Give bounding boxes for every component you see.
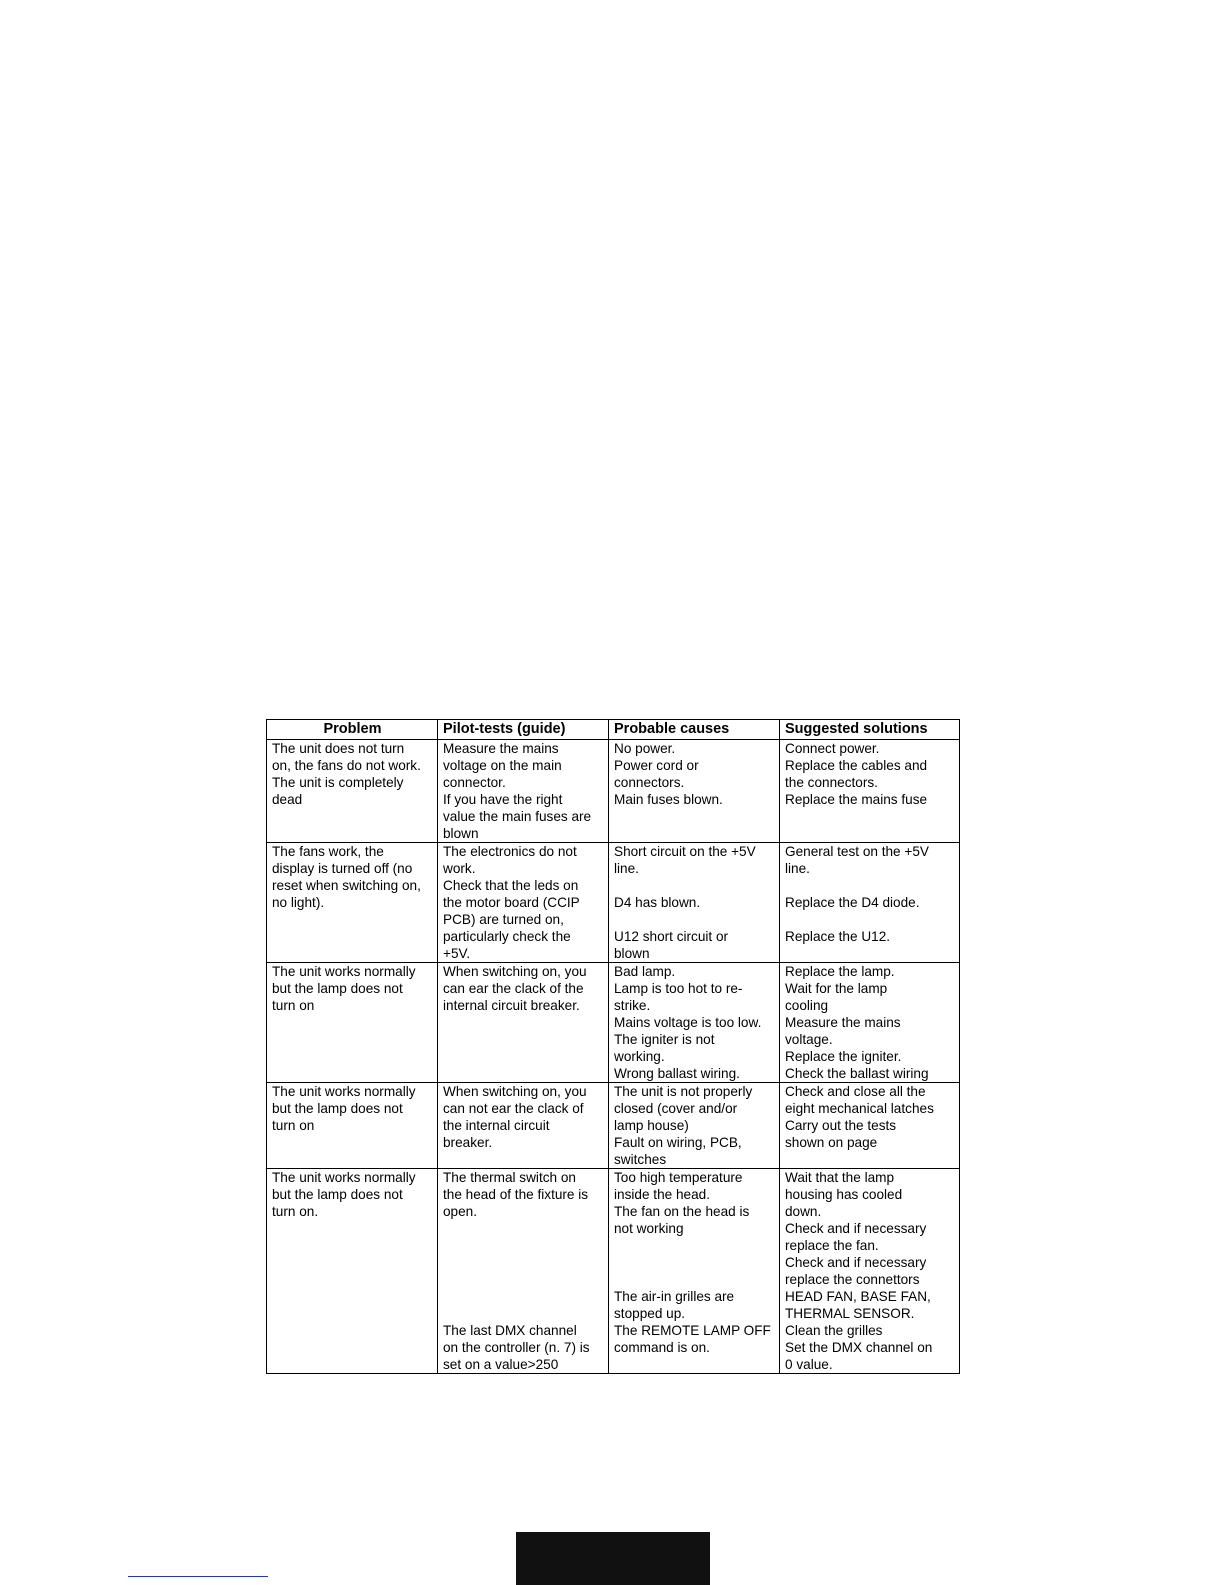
cell-line: line. (785, 861, 810, 876)
cell-suggested-solution (780, 963, 960, 1083)
cell-line: PCB) are turned on, (443, 912, 564, 927)
cell-line: Bad lamp. (614, 964, 676, 979)
cell-line: Lamp is too hot to re- (614, 981, 743, 996)
cell-line: on the controller (n. 7) is (443, 1340, 590, 1355)
cell-line: work. (443, 861, 476, 876)
cell-line: reset when switching on, (272, 878, 421, 893)
cell-line: Replace the cables and (785, 758, 928, 773)
cell-line: D4 has blown. (614, 895, 701, 910)
cell-suggested-solution (780, 1083, 960, 1169)
cell-probable-cause (609, 963, 780, 1083)
cell-line: The thermal switch on (443, 1170, 576, 1185)
cell-line: Too high temperature (614, 1170, 743, 1185)
cell-line (443, 1237, 604, 1254)
cell-line (443, 1288, 604, 1305)
cell-line: Replace the D4 diode. (785, 895, 920, 910)
cell-line: The unit works normally (272, 964, 416, 979)
cell-line: closed (cover and/or (614, 1101, 738, 1116)
cell-line: internal circuit breaker. (443, 998, 580, 1013)
cell-line: The electronics do not (443, 844, 577, 859)
cell-line: Replace the igniter. (785, 1049, 902, 1064)
cell-line: The unit works normally (272, 1170, 416, 1185)
cell-line: Measure the mains (785, 1015, 901, 1030)
cell-line: Clean the grilles (785, 1323, 883, 1338)
cell-line (443, 1220, 604, 1237)
table-row (267, 1083, 960, 1169)
cell-line: Short circuit on the +5V (614, 844, 756, 859)
cell-line: eight mechanical latches (785, 1101, 934, 1116)
footer-link-underline (128, 1576, 268, 1577)
cell-probable-cause (609, 740, 780, 843)
cell-line: turn on (272, 1118, 315, 1133)
cell-line: General test on the +5V (785, 844, 929, 859)
cell-line: value the main fuses are (443, 809, 592, 824)
cell-line: The unit is not properly (614, 1084, 753, 1099)
cell-line: working. (614, 1049, 665, 1064)
cell-pilot-test (438, 963, 609, 1083)
cell-line (614, 877, 775, 894)
cell-problem (267, 1083, 438, 1169)
cell-line: the motor board (CCIP (443, 895, 580, 910)
cell-probable-cause (609, 843, 780, 963)
cell-line: on, the fans do not work. (272, 758, 421, 773)
cell-line: Mains voltage is too low. (614, 1015, 762, 1030)
cell-line: Replace the mains fuse (785, 792, 928, 807)
cell-line: but the lamp does not (272, 1187, 403, 1202)
cell-line: Power cord or (614, 758, 699, 773)
cell-line: blown (443, 826, 479, 841)
cell-line: Check and if necessary (785, 1255, 927, 1270)
cell-line: connector. (443, 775, 506, 790)
cell-line: the head of the fixture is (443, 1187, 589, 1202)
cell-line: The last DMX channel (443, 1323, 577, 1338)
cell-line: set on a value>250 (443, 1357, 559, 1372)
cell-line (614, 1254, 775, 1271)
cell-line: The igniter is not (614, 1032, 715, 1047)
cell-line (443, 1305, 604, 1322)
cell-line: particularly check the (443, 929, 571, 944)
cell-line: voltage. (785, 1032, 833, 1047)
cell-problem (267, 740, 438, 843)
cell-line: blown (614, 946, 650, 961)
cell-probable-cause (609, 1083, 780, 1169)
page-footer-block (516, 1532, 710, 1585)
cell-line: When switching on, you (443, 964, 587, 979)
cell-line: HEAD FAN, BASE FAN, (785, 1289, 931, 1304)
cell-line: switches (614, 1152, 667, 1167)
cell-line (443, 1254, 604, 1271)
cell-line: Measure the mains (443, 741, 559, 756)
cell-line: No power. (614, 741, 676, 756)
cell-problem (267, 1169, 438, 1374)
cell-line: The unit does not turn (272, 741, 405, 756)
cell-line: Check the ballast wiring (785, 1066, 929, 1081)
cell-line: inside the head. (614, 1187, 710, 1202)
cell-line: cooling (785, 998, 829, 1013)
cell-probable-cause (609, 1169, 780, 1374)
cell-line: the connectors. (785, 775, 878, 790)
cell-line (785, 911, 955, 928)
cell-problem (267, 843, 438, 963)
cell-pilot-test (438, 740, 609, 843)
cell-line: Check and if necessary (785, 1221, 927, 1236)
cell-line: THERMAL SENSOR. (785, 1306, 915, 1321)
cell-line: Replace the lamp. (785, 964, 895, 979)
header-probable-causes: Probable causes (609, 720, 780, 740)
cell-line: Carry out the tests (785, 1118, 897, 1133)
cell-line: dead (272, 792, 303, 807)
cell-line: strike. (614, 998, 651, 1013)
cell-pilot-test (438, 1169, 609, 1374)
cell-line: Set the DMX channel on (785, 1340, 933, 1355)
cell-line: replace the fan. (785, 1238, 879, 1253)
cell-line: no light). (272, 895, 325, 910)
cell-line: voltage on the main (443, 758, 562, 773)
header-problem: Problem (267, 720, 438, 740)
cell-line: Connect power. (785, 741, 880, 756)
cell-line: The fan on the head is (614, 1204, 750, 1219)
table-header-row (267, 720, 960, 740)
cell-line: turn on. (272, 1204, 319, 1219)
cell-line: The REMOTE LAMP OFF (614, 1323, 771, 1338)
cell-line: The unit works normally (272, 1084, 416, 1099)
cell-line: +5V. (443, 946, 471, 961)
cell-line: down. (785, 1204, 822, 1219)
header-suggested-solutions: Suggested solutions (780, 720, 960, 740)
cell-line: Wrong ballast wiring. (614, 1066, 740, 1081)
header-pilot-tests: Pilot-tests (guide) (438, 720, 609, 740)
cell-suggested-solution (780, 843, 960, 963)
cell-line (443, 1271, 604, 1288)
table-row (267, 740, 960, 843)
cell-line: replace the connettors (785, 1272, 920, 1287)
cell-line: stopped up. (614, 1306, 686, 1321)
table-row (267, 1169, 960, 1374)
table-row (267, 963, 960, 1083)
cell-problem (267, 963, 438, 1083)
cell-line: The fans work, the (272, 844, 384, 859)
cell-line: Replace the U12. (785, 929, 891, 944)
cell-line: Main fuses blown. (614, 792, 723, 807)
cell-line (614, 1237, 775, 1254)
table-row (267, 843, 960, 963)
cell-line: Wait for the lamp (785, 981, 888, 996)
troubleshooting-table (266, 719, 960, 1374)
cell-line: shown on page (785, 1135, 878, 1150)
cell-line: but the lamp does not (272, 1101, 403, 1116)
cell-line (785, 877, 955, 894)
cell-line: display is turned off (no (272, 861, 413, 876)
cell-line: U12 short circuit or (614, 929, 729, 944)
cell-line: Wait that the lamp (785, 1170, 895, 1185)
cell-line: Check and close all the (785, 1084, 926, 1099)
cell-line: lamp house) (614, 1118, 689, 1133)
cell-line: the internal circuit (443, 1118, 550, 1133)
cell-line (614, 1271, 775, 1288)
cell-line: open. (443, 1204, 478, 1219)
cell-line: 0 value. (785, 1357, 833, 1372)
cell-line: line. (614, 861, 639, 876)
cell-line (614, 911, 775, 928)
cell-line: command is on. (614, 1340, 710, 1355)
cell-line: turn on (272, 998, 315, 1013)
cell-pilot-test (438, 843, 609, 963)
cell-line: The unit is completely (272, 775, 404, 790)
cell-line: breaker. (443, 1135, 493, 1150)
cell-line: connectors. (614, 775, 685, 790)
cell-suggested-solution (780, 740, 960, 843)
cell-line: When switching on, you (443, 1084, 587, 1099)
cell-line: housing has cooled (785, 1187, 903, 1202)
cell-line: Fault on wiring, PCB, (614, 1135, 742, 1150)
cell-line: but the lamp does not (272, 981, 403, 996)
cell-line: If you have the right (443, 792, 563, 807)
cell-line: not working (614, 1221, 684, 1236)
cell-line: The air-in grilles are (614, 1289, 735, 1304)
cell-line: Check that the leds on (443, 878, 579, 893)
cell-line: can not ear the clack of (443, 1101, 584, 1116)
cell-line: can ear the clack of the (443, 981, 584, 996)
cell-suggested-solution (780, 1169, 960, 1374)
cell-pilot-test (438, 1083, 609, 1169)
